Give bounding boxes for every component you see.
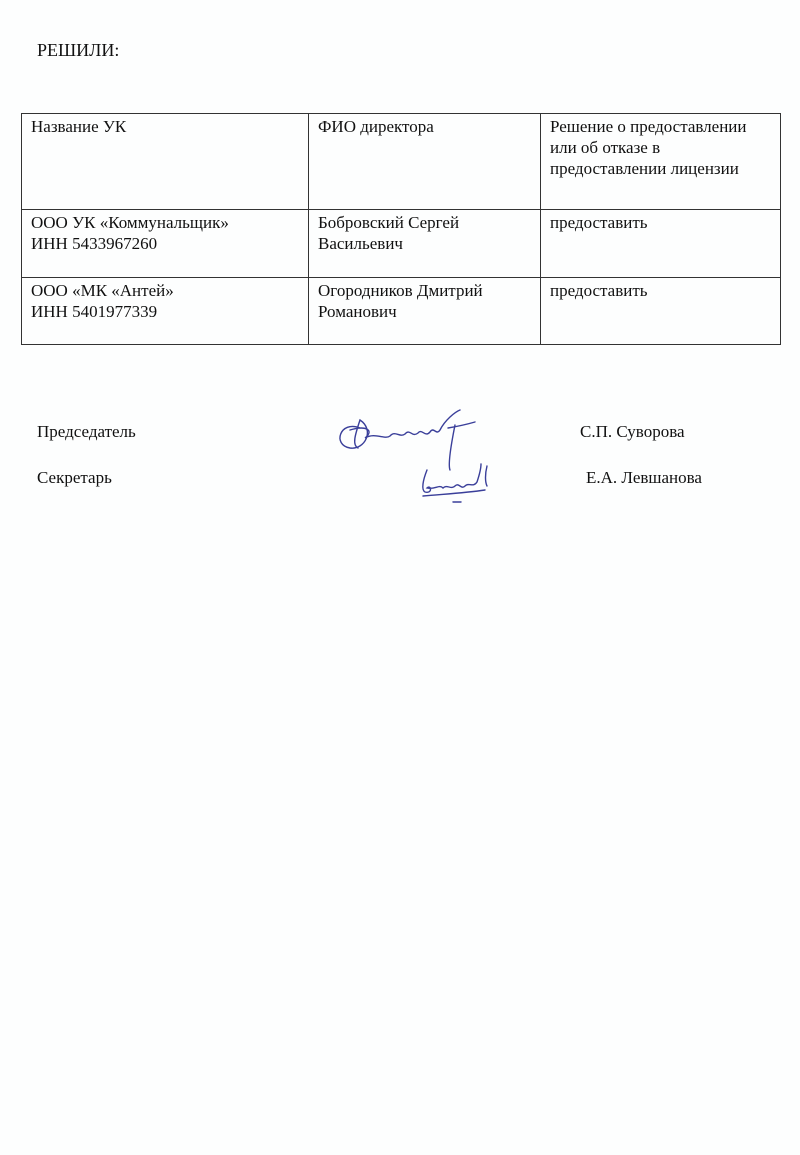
company-cell xyxy=(22,210,309,278)
director-cell: Бобровский Сергей Васильевич xyxy=(309,210,541,278)
table-header-row xyxy=(22,114,781,210)
secretary-name: Е.А. Левшанова xyxy=(586,468,702,487)
header-director-name: ФИО директора xyxy=(309,114,541,210)
secretary-role: Секретарь xyxy=(37,468,112,487)
table-row xyxy=(22,278,781,345)
table-row xyxy=(22,210,781,278)
company-name: ООО УК «Коммунальщик» xyxy=(31,213,229,232)
company-cell xyxy=(22,278,309,345)
heading-decided: РЕШИЛИ: xyxy=(37,40,120,60)
license-decision-table xyxy=(21,113,781,345)
chair-name: С.П. Суворова xyxy=(580,422,685,441)
header-decision: Решение о предоставлении или об отказе в предоставлении лицензии xyxy=(541,114,781,210)
decision-cell: предоставить xyxy=(541,278,781,345)
secretary-signature xyxy=(415,460,505,515)
chair-role: Председатель xyxy=(37,422,136,441)
company-inn: ИНН 5433967260 xyxy=(31,234,158,253)
company-inn: ИНН 5401977339 xyxy=(31,302,158,321)
company-name: ООО «МК «Антей» xyxy=(31,281,174,300)
decision-cell: предоставить xyxy=(541,210,781,278)
header-company-name: Название УК xyxy=(22,114,309,210)
director-cell: Огородников Дмитрий Романович xyxy=(309,278,541,345)
